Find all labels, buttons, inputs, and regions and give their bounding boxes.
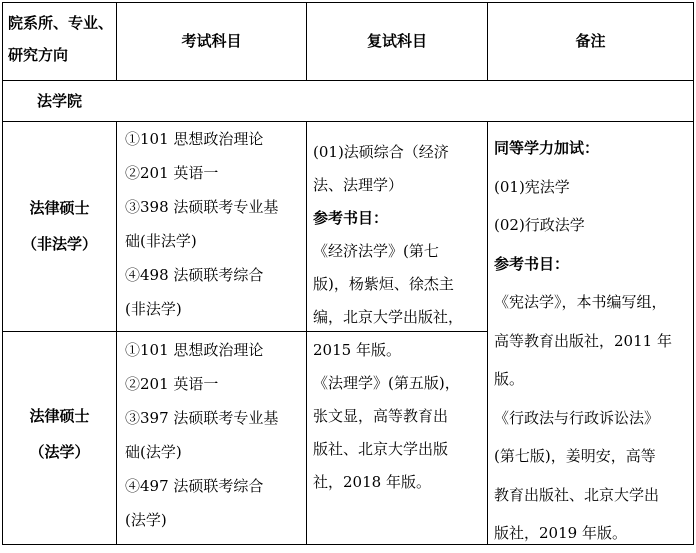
exam-item: ①101 思想政治理论 bbox=[125, 130, 264, 148]
retest-reference-line: 张文显，高等教育出 bbox=[313, 407, 449, 425]
remarks-reference-title: 参考书目： bbox=[494, 254, 570, 273]
retest-reference-line: 2015 年版。 bbox=[313, 341, 401, 359]
exam-item: ②201 英语一 bbox=[125, 375, 219, 393]
section-divider bbox=[2, 121, 694, 122]
remarks-reference-line: 高等教育出版社，2011 年 bbox=[494, 331, 672, 350]
retest-reference-line: 编，北京大学出版社， bbox=[313, 308, 464, 326]
major-non-law-line1: 法律硕士 bbox=[29, 199, 90, 217]
remarks-item: (01)宪法学 bbox=[494, 177, 570, 196]
exam-item: ④498 法硕联考综合 bbox=[125, 266, 264, 284]
major-law-line1: 法律硕士 bbox=[29, 407, 90, 425]
exam-item: ③398 法硕联考专业基 bbox=[125, 198, 279, 216]
major-law-line2: （法学） bbox=[29, 443, 90, 461]
header-divider bbox=[2, 80, 694, 81]
header-department-line2: 研究方向 bbox=[8, 46, 69, 64]
retest-subject-line: (01)法硕综合（经济 bbox=[313, 143, 449, 161]
table-border-right bbox=[693, 2, 694, 545]
table-border-top bbox=[2, 2, 694, 3]
remarks-reference-line: 《行政法与行政诉讼法》 bbox=[494, 408, 660, 427]
retest-reference-line: 社，2018 年版。 bbox=[313, 473, 431, 491]
remarks-title: 同等学力加试： bbox=[494, 139, 600, 157]
retest-reference-title: 参考书目： bbox=[313, 209, 389, 227]
exam-item: ④497 法硕联考综合 bbox=[125, 477, 264, 495]
exam-item: ③397 法硕联考专业基 bbox=[125, 409, 279, 427]
remarks-reference-line: 教育出版社、北京大学出 bbox=[494, 485, 660, 504]
exam-subjects-non-law bbox=[125, 122, 305, 326]
exam-item: ②201 英语一 bbox=[125, 164, 219, 182]
col-divider-3-body bbox=[487, 121, 488, 544]
exam-item: 础(非法学) bbox=[125, 232, 197, 250]
remarks-reference-line: 《宪法学》，本书编写组， bbox=[494, 293, 667, 311]
retest-reference-line: 《经济法学》(第七 bbox=[313, 242, 439, 260]
header-department-line1: 院系所、专业、 bbox=[8, 14, 114, 32]
remarks-reference-line: 版社，2019 年版。 bbox=[494, 524, 627, 542]
remarks-reference-line: (第七版)，姜明安，高等 bbox=[494, 447, 656, 465]
exam-item: (非法学) bbox=[125, 300, 182, 318]
header-remarks: 备注 bbox=[575, 32, 606, 50]
col-divider-2-body bbox=[306, 121, 307, 544]
retest-reference-line: 《法理学》(第五版)， bbox=[313, 374, 460, 392]
exam-item: 础(法学) bbox=[125, 443, 182, 461]
exam-item: ①101 思想政治理论 bbox=[125, 341, 264, 359]
major-non-law-line2: （非法学） bbox=[21, 235, 97, 253]
retest-reference-line: 版社、北京大学出版 bbox=[313, 440, 449, 458]
header-department bbox=[8, 7, 114, 71]
header-exam-subjects: 考试科目 bbox=[181, 32, 242, 50]
major-law bbox=[3, 398, 116, 470]
retest-subject-line: 法、法理学） bbox=[313, 176, 404, 194]
retest-reference-line: 版)，杨紫烜、徐杰主 bbox=[313, 275, 454, 293]
remarks bbox=[494, 129, 692, 553]
col-divider-1-body bbox=[116, 121, 117, 544]
exam-subjects-law bbox=[125, 333, 305, 537]
remarks-item: (02)行政法学 bbox=[494, 216, 585, 234]
retest-subjects bbox=[313, 136, 487, 499]
exam-item: (法学) bbox=[125, 511, 167, 529]
major-non-law bbox=[3, 190, 116, 262]
section-name: 法学院 bbox=[36, 92, 82, 110]
remarks-reference-line: 版。 bbox=[494, 370, 525, 388]
header-retest-subjects: 复试科目 bbox=[366, 32, 427, 50]
